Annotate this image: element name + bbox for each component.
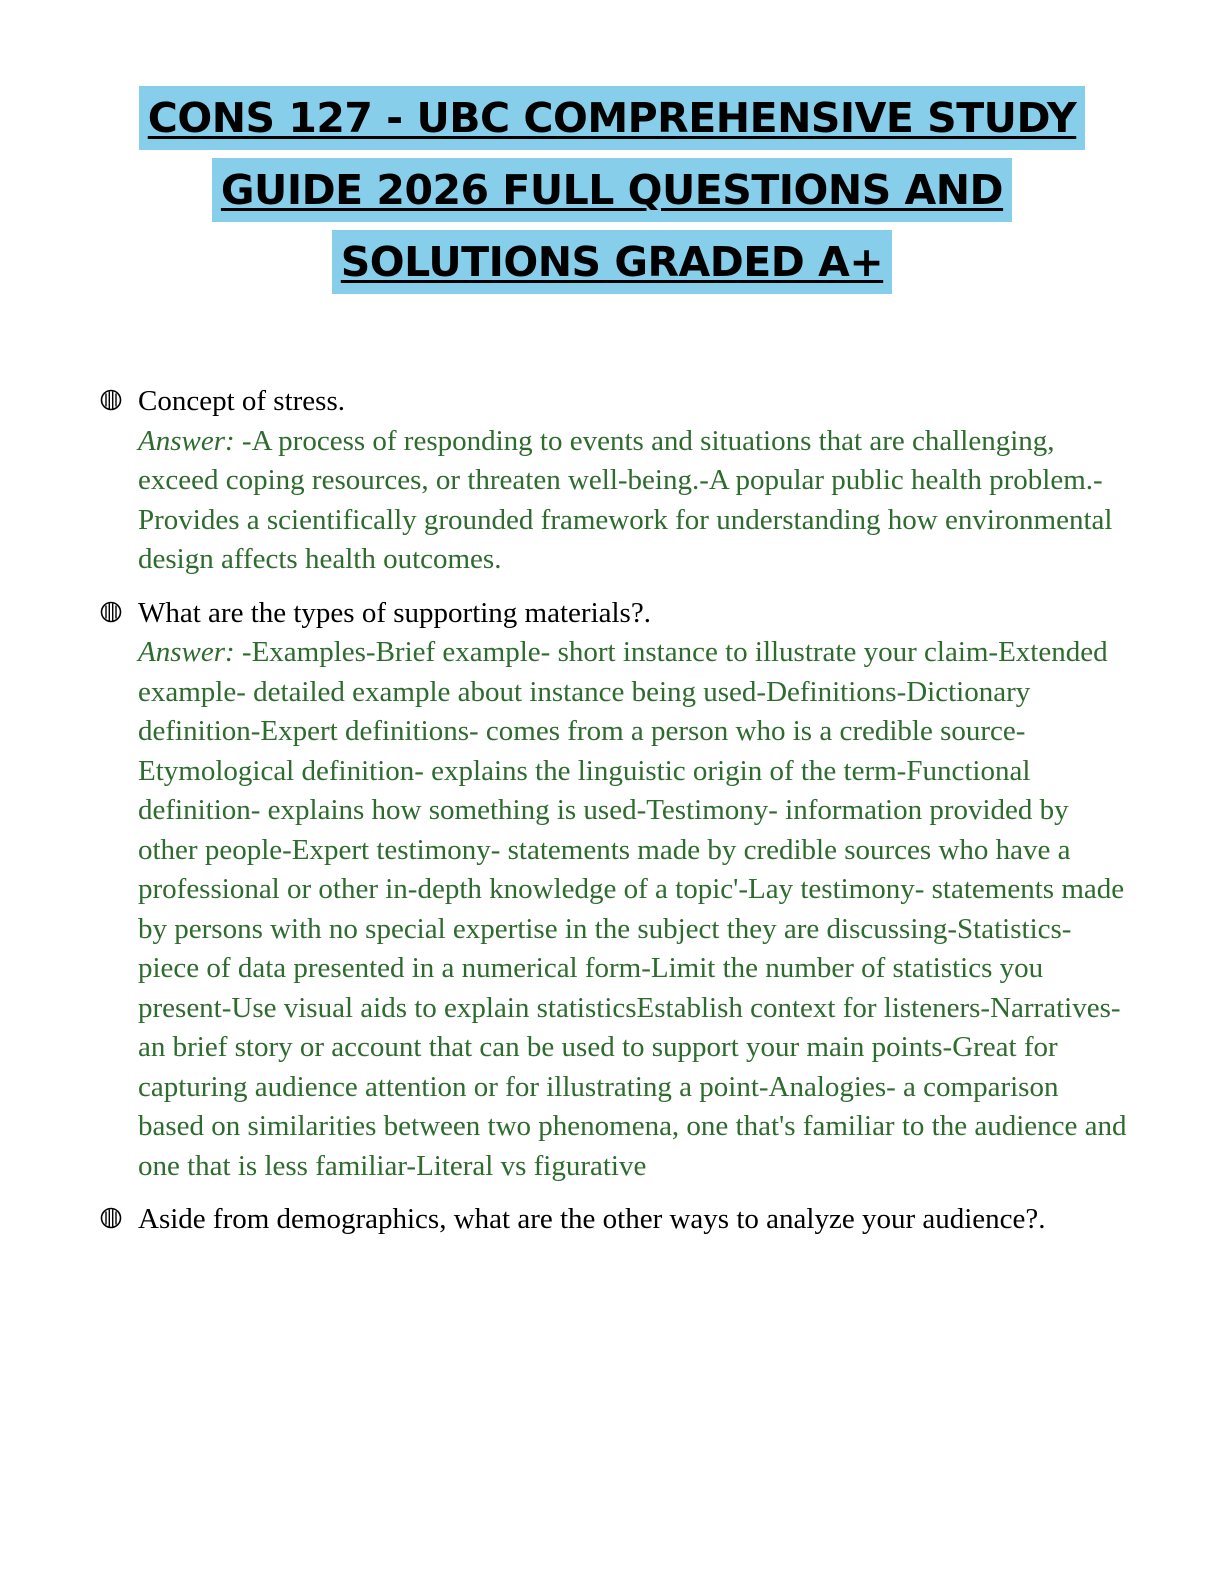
answer-block <box>138 422 1130 580</box>
qa-item <box>100 594 1130 1187</box>
title-text-3: SOLUTIONS GRADED A+ <box>332 230 892 294</box>
question-text: Concept of stress. <box>138 385 345 417</box>
question-text: Aside from demographics, what are the other ways to analyze your audience?. <box>138 1203 1046 1235</box>
title-text-2: GUIDE 2026 FULL QUESTIONS AND <box>212 158 1012 222</box>
title-line-3 <box>0 230 1224 302</box>
circled-vertical-lines-icon <box>100 601 122 623</box>
title-line-2 <box>0 158 1224 230</box>
title-text-1: CONS 127 - UBC COMPREHENSIVE STUDY <box>139 86 1085 150</box>
circled-vertical-lines-icon <box>100 389 122 411</box>
answer-text: -Examples-Brief example- short instance to illustrate your claim-Extended example- detailed example about instance being used-Definitions-Dictionary definition-Expert definitions- comes from a person who is a credible source-Etymological definition- explains the linguistic origin of the term-Functional definition- explains how something is used-Testimony- information provided by other people-Expert testimony- statements made by credible sources who have a professional or other in-depth knowledge of a topic'-Lay testimony- statements made by persons with no special expertise in the subject they are discussing-Statistics- piece of data presented in a numerical form-Limit the number of statistics you present-Use visual aids to explain statisticsEstablish context for listeners-Narratives- an brief story or account that can be used to support your main points-Great for capturing audience attention or for illustrating a point-Analogies- a comparison based on similarities between two phenomena, one that's familiar to the audience and one that is less familiar-Literal vs figurative <box>138 636 1127 1182</box>
document-title <box>0 86 1224 302</box>
title-line-1 <box>0 86 1224 158</box>
answer-label: Answer: <box>138 424 235 457</box>
circled-vertical-lines-icon <box>100 1207 122 1229</box>
answer-block <box>138 633 1130 1186</box>
answer-label: Answer: <box>138 636 235 668</box>
question-text: What are the types of supporting materials?. <box>138 596 651 629</box>
qa-item <box>100 1200 1130 1240</box>
answer-text: -A process of responding to events and situations that are challenging, exceed coping resources, or threaten well-being.-A popular public health problem.-Provides a scientifically grounded framework for understanding how environmental design affects health outcomes. <box>138 424 1113 575</box>
qa-item <box>100 382 1130 580</box>
qa-list <box>100 382 1130 1254</box>
